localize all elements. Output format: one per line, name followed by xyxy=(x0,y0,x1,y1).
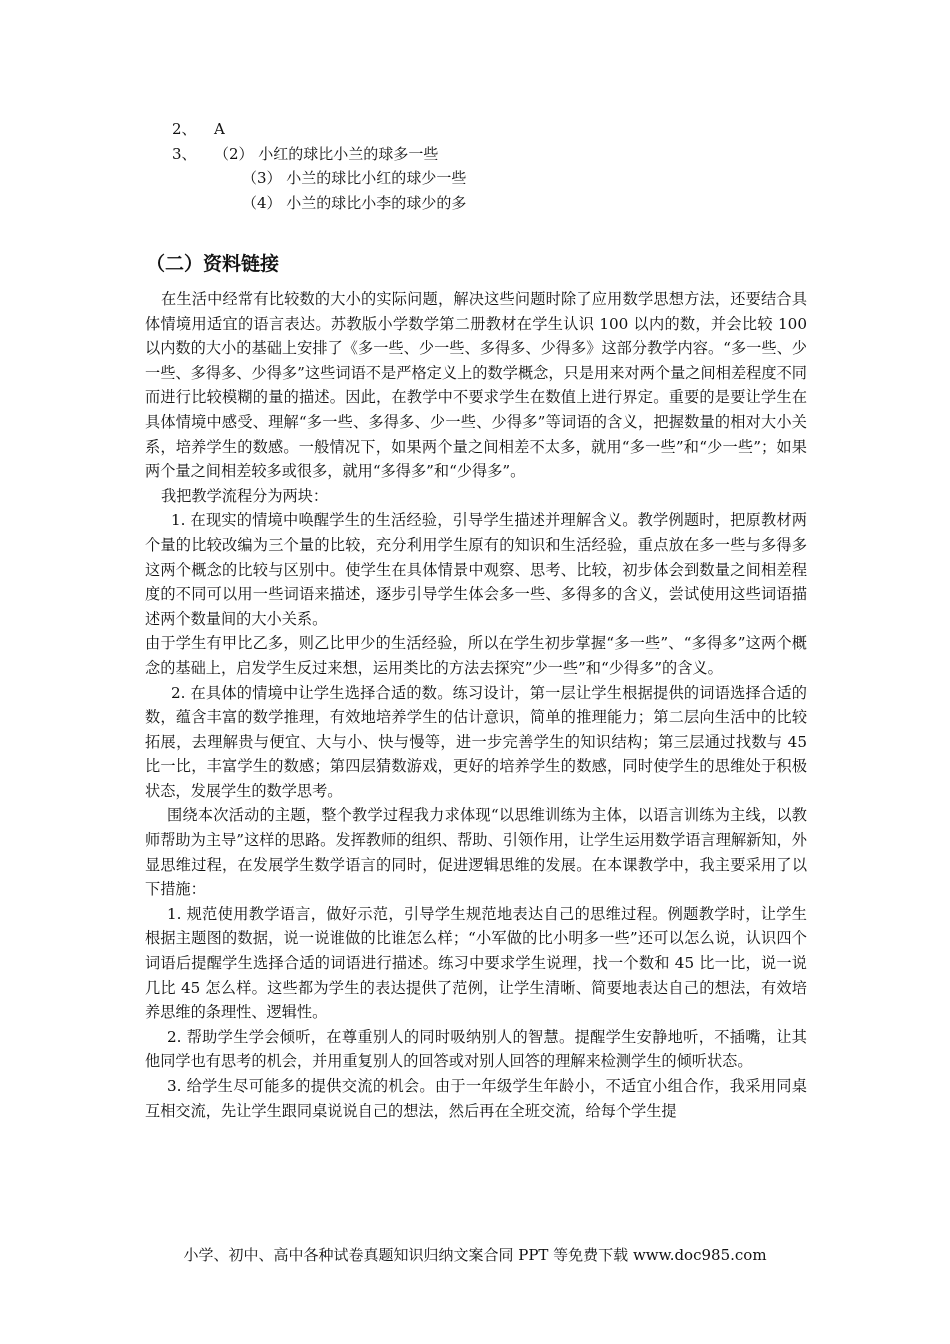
paragraph-measure-1: 1. 规范使用教学语言，做好示范，引导学生规范地表达自己的思维过程。例题教学时，让学生根据主题图的数据，说一说谁做的比谁怎么样；“小军做的比小明多一些”还可以怎么说，认识四个词语后提醒学生选择合适的词语进行描述。练习中要求学生说理，找一个数和 45 比一比，说一说几比 45 怎么样。这些都为学生的表达提供了范例，让学生清晰、简要地表达自己的想法，有效培养思维的条理性、逻辑性。 xyxy=(145,904,807,1022)
body-text xyxy=(145,287,807,1123)
answer-number: 2、 xyxy=(172,120,197,138)
section-heading: （二）资料链接 xyxy=(146,253,280,275)
page-footer: 小学、初中、高中各种试卷真题知识归纳文案合同 PPT 等免费下载 www.doc985.com xyxy=(183,1246,767,1264)
paragraph-step-2: 2. 在具体的情境中让学生选择合适的数。练习设计，第一层让学生根据提供的词语选择合适的数，蕴含丰富的数学推理，有效地培养学生的估计意识，简单的推理能力；第二层向生活中的比较拓展，去理解贵与便宜、大与小、快与慢等，进一步完善学生的知识结构；第三层通过找数与 45 比一比，丰富学生的数感；第四层猜数游戏，更好的培养学生的数感，同时使学生的思维处于积极状态，发展学生的数学思考。 xyxy=(145,683,807,800)
answer-text: （2） 小红的球比小兰的球多一些 xyxy=(214,144,439,163)
answer-text: （3） 小兰的球比小红的球少一些 xyxy=(242,169,467,187)
paragraph-intro: 在生活中经常有比较数的大小的实际问题，解决这些问题时除了应用数学思想方法，还要结合具体情境用适宜的语言表达。苏教版小学数学第二册教材在学生认识 100 以内的数，并会比较 100 以内数的大小的基础上安排了《多一些、少一些、多得多、少得多》这部分教学内容。“多一些、少一些、多得多、少得多”这些词语不是严格定义上的数学概念，只是用来对两个量之间相差程度不同而进行比较模糊的量的描述。因此，在教学中不要求学生在数值上进行界定。重要的是要让学生在具体情境中感受、理解“多一些、多得多、少一些、少得多”等词语的含义，把握数量的相对大小关系，培养学生的数感。一般情况下，如果两个量之间相差不太多，就用“多一些”和“少一些”；如果两个量之间相差较多或很多，就用“多得多”和“少得多”。 xyxy=(145,290,807,481)
answer-item xyxy=(172,166,812,191)
answer-list xyxy=(172,117,812,215)
paragraph-analogy: 由于学生有甲比乙多，则乙比甲少的生活经验，所以在学生初步掌握“多一些”、“多得多”这两个概念的基础上，启发学生反过来想，运用类比的方法去探究”少一些”和“少得多”的含义。 xyxy=(145,634,807,677)
paragraph-step-1: 1. 在现实的情境中唤醒学生的生活经验，引导学生描述并理解含义。教学例题时，把原教材两个量的比较改编为三个量的比较，充分利用学生原有的知识和生活经验，重点放在多一些与多得多这两个概念的比较与区别中。使学生在具体情景中观察、思考、比较，初步体会到数量之间相差程度的不同可以用一些词语来描述，逐步引导学生体会多一些、多得多的含义，尝试使用这些词语描述两个数量间的大小关系。 xyxy=(145,511,807,628)
paragraph-theme: 围绕本次活动的主题，整个教学过程我力求体现“以思维训练为主体，以语言训练为主线，以教师帮助为主导”这样的思路。发挥教师的组织、帮助、引领作用，让学生运用数学语言理解新知，外显思维过程，在发展学生数学语言的同时，促进逻辑思维的发展。在本课教学中，我主要采用了以下措施： xyxy=(145,806,807,899)
answer-text: A xyxy=(214,120,225,138)
paragraph-measure-3: 3. 给学生尽可能多的提供交流的机会。由于一年级学生年龄小，不适宜小组合作，我采用同桌互相交流，先让学生跟同桌说说自己的想法，然后再在全班交流，给每个学生提 xyxy=(145,1077,807,1120)
paragraph-measure-2: 2. 帮助学生学会倾听，在尊重别人的同时吸纳别人的智慧。提醒学生安静地听，不插嘴，让其他同学也有思考的机会，并用重复别人的回答或对别人回答的理解来检测学生的倾听状态。 xyxy=(145,1027,807,1071)
answer-item xyxy=(172,117,812,142)
answer-number: 3、 xyxy=(172,144,197,163)
answer-item xyxy=(172,191,812,216)
answer-item xyxy=(172,142,812,167)
answer-text: （4） 小兰的球比小李的球少的多 xyxy=(242,193,467,212)
paragraph-flow: 我把教学流程分为两块： xyxy=(161,486,329,505)
